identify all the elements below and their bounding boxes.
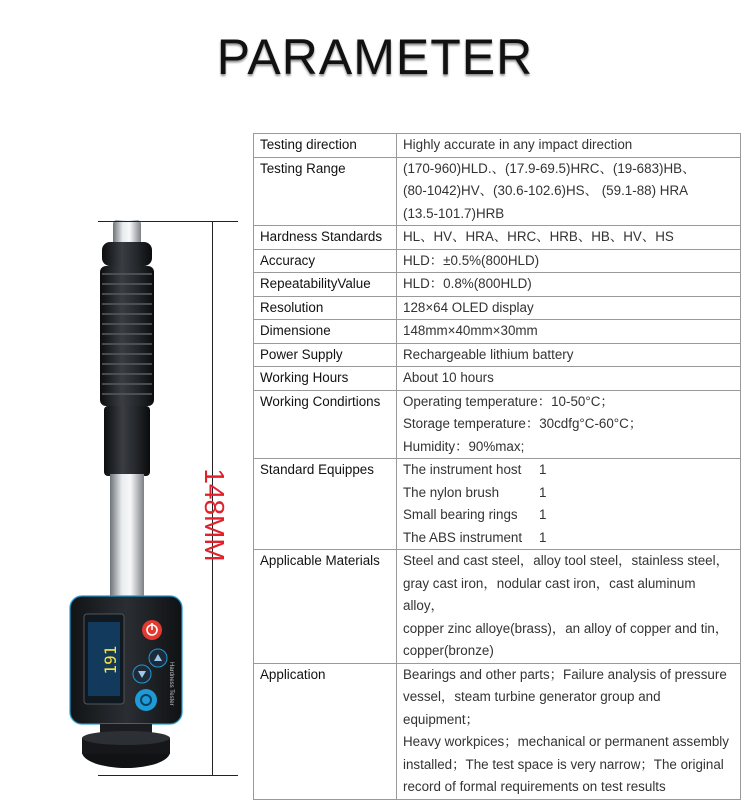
value-line: HLD：0.8%(800HLD) <box>403 276 532 291</box>
dimension-label: 148MM <box>199 468 230 562</box>
table-row <box>254 157 741 226</box>
parameter-name: Application <box>254 663 397 799</box>
brand-text: Hardness Tester <box>168 662 174 706</box>
parameter-name: Applicable Materials <box>254 550 397 664</box>
value-line: (170-960)HLD.、(17.9-69.5)HRC、(19-683)HB、 <box>403 160 696 176</box>
parameter-name: Resolution <box>254 296 397 320</box>
table-row <box>254 226 741 250</box>
dimension-cap-top <box>98 221 238 222</box>
equipment-name: The ABS instrument <box>403 529 523 545</box>
table-row <box>254 663 741 799</box>
table-row <box>254 343 741 367</box>
value-line: 148mm×40mm×30mm <box>403 323 538 338</box>
table-row <box>254 550 741 664</box>
equipment-qty: 1 <box>539 529 547 545</box>
parameter-value <box>397 320 741 344</box>
parameter-value <box>397 134 741 158</box>
grip-ridges <box>100 266 154 406</box>
equipment-qty: 1 <box>539 462 547 477</box>
parameter-name: Accuracy <box>254 249 397 273</box>
parameter-value <box>397 157 741 226</box>
parameter-name: Testing Range <box>254 157 397 226</box>
screen-value: 191 <box>101 645 120 675</box>
parameter-value <box>397 550 741 664</box>
table-row <box>254 296 741 320</box>
value-line: Steel and cast steel，alloy tool steel，stainless steel， <box>403 553 729 568</box>
parameter-name: Dimensione <box>254 320 397 344</box>
equipment-qty: 1 <box>539 507 547 522</box>
value-line: Bearings and other parts；Failure analysis of pressure <box>403 666 727 682</box>
parameter-value <box>397 663 741 799</box>
value-line: vessel，steam turbine generator group and equipment； <box>403 689 661 727</box>
parameter-value <box>397 343 741 367</box>
parameter-name: Testing direction <box>254 134 397 158</box>
table-row <box>254 134 741 158</box>
hardness-tester-image <box>60 212 210 782</box>
value-line: record of formal requirements on test results <box>403 779 666 794</box>
equipment-name: The nylon brush <box>403 484 500 500</box>
value-line: copper(bronze) <box>403 643 494 658</box>
parameter-name: Working Hours <box>254 367 397 391</box>
table-row <box>254 273 741 297</box>
equipment-name: Small bearing rings <box>403 507 518 522</box>
parameter-name: Working Condirtions <box>254 390 397 459</box>
equipment-name: The instrument host <box>403 462 522 477</box>
value-line: 128×64 OLED display <box>403 299 534 315</box>
parameter-name: Hardness Standards <box>254 226 397 250</box>
page-title: PARAMETER <box>216 29 534 85</box>
parameter-value <box>397 296 741 320</box>
parameter-value <box>397 249 741 273</box>
value-line: Rechargeable lithium battery <box>403 346 574 362</box>
parameter-value <box>397 459 741 550</box>
dimension-cap-bottom <box>98 775 238 776</box>
value-line: Humidity：90%max; <box>403 438 525 454</box>
value-line: Operating temperature：10-50°C； <box>403 393 614 409</box>
parameter-name: Standard Equippes <box>254 459 397 550</box>
value-line: Highly accurate in any impact direction <box>403 137 633 152</box>
value-line: (13.5-101.7)HRB <box>403 205 505 221</box>
value-line: gray cast iron，nodular cast iron，cast aluminum alloy， <box>403 575 696 613</box>
table-row <box>254 390 741 459</box>
value-line: Heavy workpices；mechanical or permanent assembly <box>403 734 729 749</box>
equipment-item <box>403 504 734 527</box>
table-row <box>254 320 741 344</box>
parameter-table <box>253 133 741 800</box>
table-row <box>254 367 741 391</box>
value-line: copper zinc alloye(brass)，an alloy of copper and tin， <box>403 620 729 636</box>
table-row <box>254 459 741 550</box>
value-line: Storage temperature：30cdfg°C-60°C； <box>403 416 643 431</box>
equipment-item <box>403 482 734 505</box>
parameter-value <box>397 367 741 391</box>
value-line: HLD：±0.5%(800HLD) <box>403 252 540 268</box>
equipment-qty: 1 <box>539 484 547 500</box>
parameter-name: Power Supply <box>254 343 397 367</box>
value-line: (80-1042)HV、(30.6-102.6)HS、 (59.1-88) HRA <box>403 183 689 198</box>
value-line: installed；The test space is very narrow；The original <box>403 756 724 772</box>
value-line: About 10 hours <box>403 370 494 385</box>
parameter-value <box>397 273 741 297</box>
value-line: HL、HV、HRA、HRC、HRB、HB、HV、HS <box>403 229 674 244</box>
parameter-name: RepeatabilityValue <box>254 273 397 297</box>
equipment-item <box>403 459 734 482</box>
parameter-value <box>397 390 741 459</box>
table-row <box>254 249 741 273</box>
equipment-item <box>403 527 734 550</box>
parameter-value <box>397 226 741 250</box>
